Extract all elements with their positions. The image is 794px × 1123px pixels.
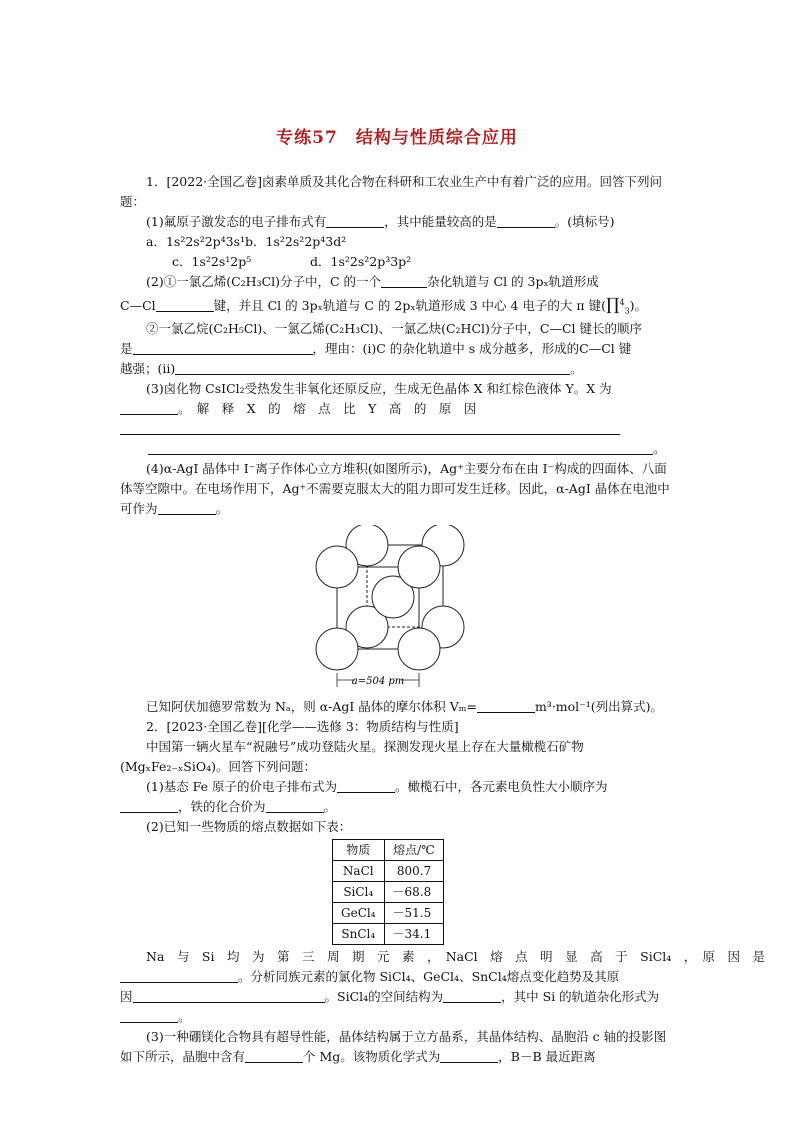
q1-part2-line1: (2)①一氯乙烯(C₂H₃Cl)分子中，C 的一个 杂化轨道与 Cl 的 3pₓ轨道形成 [146,274,599,289]
q2-context: 中国第一辆火星车“祝融号”成功登陆火星。探测发现火星上存在大量橄榄石矿物(MgₓFe₂₋ₓSiO₄)。回答下列问题： [120,739,584,774]
table-header: 熔点/℃ [384,840,444,861]
answer-blank[interactable] [477,698,535,713]
page-title: 专练57 结构与性质综合应用 [276,128,518,148]
q2-part2-line1: Na 与 Si 均 为 第 三 周 期 元 素 ， NaCl 熔 点 明 显 高 于 SiCl₄ ， 原 因 是 [146,949,766,964]
agi-unit-cell-figure [315,525,483,693]
dimension-label: a=504 pm [351,676,405,687]
q1-part3-line4: 。 [120,439,678,459]
answer-blank[interactable] [158,500,216,515]
q1-part4: (4)α-AgI 晶体中 I⁻离子作体心立方堆积(如图所示)，Ag⁺主要分布在由 I⁻构成的四面体、八面体等空隙中。在电场作用下，Ag⁺不需要克服太大的阻力即可发生迁移。因此，α-AgI 晶体在电池中可作为 。 [120,461,670,516]
iodide-ion [398,546,440,588]
answer-blank[interactable] [497,213,555,228]
q1-part2-line4: 是 ，理由：(ⅰ)C 的杂化轨道中 s 成分越多，形成的C—Cl 键 [120,341,632,356]
answer-blank[interactable] [148,440,653,455]
answer-blank[interactable] [120,400,178,415]
answer-blank[interactable] [156,297,214,312]
answer-blank[interactable] [440,1048,498,1063]
iodide-ion [316,628,358,670]
q2-part2-intro: (2)已知一些物质的熔点数据如下表： [146,819,352,834]
answer-blank[interactable] [133,340,313,355]
table-row [333,861,444,882]
table-cell-substance: NaCl [333,861,385,882]
table-row [333,903,444,924]
q1-intro: 1．[2022·全国乙卷]卤素单质及其化合物在科研和工农业生产中有着广泛的应用。回答下列问题： [120,174,662,209]
q1-part3-line2: 。 解 释 X 的 熔 点 比 Y 高 的 原 因 [120,399,678,419]
table-cell-melting-point: －34.1 [384,924,444,945]
q1-part3-line3 [120,419,678,439]
table-cell-substance: GeCl₄ [333,903,385,924]
answer-blank[interactable] [175,360,570,375]
answer-blank[interactable] [133,988,325,1003]
q1-part2-line3: ②一氯乙烷(C₂H₅Cl)、一氯乙烯(C₂H₃Cl)、一氯乙炔(C₂HCl)分子中，C—Cl 键长的顺序 [146,321,642,336]
table-cell-substance: SnCl₄ [333,924,385,945]
iodide-ion [398,628,440,670]
q2-part2-line2: 。分析同族元素的氯化物 SiCl₄、GeCl₄、SnCl₄熔点变化趋势及其原 [120,967,678,987]
table-row [333,924,444,945]
answer-blank[interactable] [443,988,501,1003]
q1-part1: (1)氟原子激发态的电子排布式有 ，其中能量较高的是 。(填标号) [146,214,615,229]
answer-blank[interactable] [381,273,427,288]
pi-bond-symbol: ∏ [605,295,620,315]
q1-part4-molar-volume: 已知阿伏加德罗常数为 Nₐ，则 α-AgI 晶体的摩尔体积 Vₘ= m³·mol⁻¹(列出算式)。 [146,699,664,714]
table-cell-substance: SiCl₄ [333,882,385,903]
answer-blank[interactable] [120,1008,178,1023]
q1-part3-line1: (3)卤化物 CsICl₂受热发生非氧化还原反应，生成无色晶体 X 和红棕色液体 Y。X 为 [146,381,612,396]
answer-blank[interactable] [120,798,178,813]
table-cell-melting-point: 800.7 [384,861,444,882]
answer-blank[interactable] [326,213,384,228]
q1-options-ab: a．1s²2s²2p⁴3s¹b．1s²2s²2p⁴3d² [146,234,347,249]
answer-blank[interactable] [120,968,238,983]
q1-part2-line2: C—Cl 键，并且 Cl 的 3pₓ轨道与 C 的 2pₓ轨道形成 3 中心 4 电子的大 π 键(∏$^4_3$)。 [120,295,648,316]
q2-part1-line1: (1)基态 Fe 原子的价电子排布式为 。橄榄石中，各元素电负性大小顺序为 [146,779,608,794]
answer-blank[interactable] [337,778,395,793]
q2-part2-line4: 。 [120,1007,678,1027]
table-cell-melting-point: －51.5 [384,903,444,924]
table-cell-melting-point: －68.8 [384,882,444,903]
table-row [333,882,444,903]
answer-blank[interactable] [245,1048,303,1063]
melting-point-table [332,839,444,945]
table-header-row [333,840,444,861]
iodide-ion [316,546,358,588]
table-header: 物质 [333,840,385,861]
document-body [120,172,766,1067]
q2-part1-line2: ，铁的化合价为 。 [120,797,678,817]
q1-part2-line5: 越强；(ⅱ) 。 [120,361,583,376]
q2-intro: 2．[2023·全国乙卷][化学——选修 3：物质结构与性质] [146,719,459,734]
q1-options-cd: c．1s²2s¹2p⁵ d．1s²2s²2p³3p² [172,254,412,269]
q2-part3: (3)一种硼镁化合物具有超导性能，晶体结构属于立方晶系，其晶体结构、晶胞沿 c 轴的投影图如下所示，晶胞中含有 个 Mg。该物质化学式为 ，B－B 最近距离 [120,1029,667,1064]
answer-blank[interactable] [120,420,620,435]
answer-blank[interactable] [266,798,324,813]
q2-part2-line3: 因 。SiCl₄的空间结构为 ，其中 Si 的轨道杂化形式为 [120,989,660,1004]
